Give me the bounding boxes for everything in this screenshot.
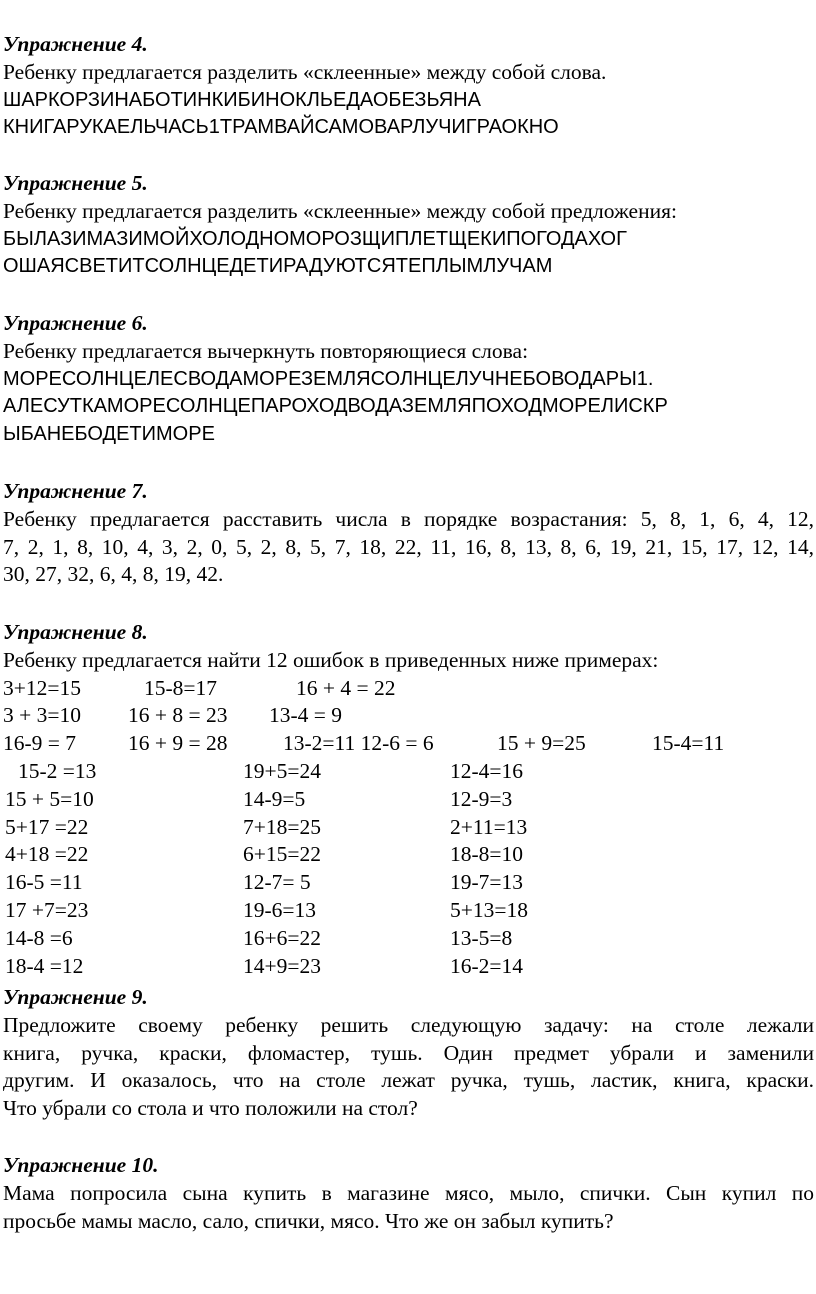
exercise-5-text: Ребенку предлагается разделить «склеенные» между собой предложения: — [3, 198, 677, 223]
example: 15-2 =13 — [18, 758, 97, 783]
exercise-9-line-3: другим. И оказалось, что на столе лежат ручка, тушь, ластик, книга, краски. — [3, 1068, 814, 1093]
example: 2+11=13 — [450, 814, 528, 839]
example: 13-5=8 — [450, 925, 513, 950]
example: 14-9=5 — [243, 786, 306, 811]
example: 15-4=11 — [652, 731, 725, 756]
example: 18-8=10 — [450, 842, 524, 867]
example: 6+15=22 — [243, 842, 322, 867]
exercise-10-line-2: просьбе мамы масло, сало, спички, мясо. Что же он забыл купить? — [3, 1208, 614, 1233]
example: 16 + 4 = 22 — [296, 675, 396, 700]
example: 12-9=3 — [450, 786, 513, 811]
exercise-4-line-1: ШАРКОРЗИНАБОТИНКИБИНОКЛЬЕДАОБЕЗЬЯНА — [3, 88, 481, 111]
exercise-4-title: Упражнение 4. — [3, 32, 148, 56]
example: 4+18 =22 — [5, 842, 89, 867]
example: 14+9=23 — [243, 953, 322, 978]
example-row — [3, 786, 814, 814]
exercise-5 — [3, 170, 814, 281]
example-row — [3, 869, 814, 897]
exercise-6-line-2: АЛЕСУТКАМОРЕСОЛНЦЕПАРОХОДВОДАЗЕМЛЯПОХОДМОРЕЛИСКР — [3, 395, 668, 418]
exercise-5-line-2: ОШАЯСВЕТИТСОЛНЦЕДЕТИРАДУЮТСЯТЕПЛЫМЛУЧАМ — [3, 255, 553, 278]
exercise-4 — [3, 31, 814, 142]
example: 15 + 9=25 — [497, 731, 586, 756]
example: 13-2=11 12-6 = 6 — [283, 731, 434, 756]
exercise-10-title: Упражнение 10. — [3, 1153, 159, 1177]
example-row — [3, 675, 814, 703]
exercise-6-line-3: ЫБАНЕБОДЕТИМОРЕ — [3, 423, 215, 446]
exercise-9 — [3, 984, 814, 1123]
example-row — [3, 730, 814, 758]
example: 3 + 3=10 — [3, 703, 82, 728]
exercise-8-text: Ребенку предлагается найти 12 ошибок в приведенных ниже примерах: — [3, 647, 659, 672]
example-row — [3, 953, 814, 981]
exercise-9-title: Упражнение 9. — [3, 985, 148, 1009]
exercise-7 — [3, 478, 814, 589]
exercise-6-line-1: МОРЕСОЛНЦЕЛЕСВОДАМОРЕЗЕМЛЯСОЛНЦЕЛУЧНЕБОВОДАРЫ1. — [3, 367, 654, 390]
exercise-6-text: Ребенку предлагается вычеркнуть повторяющиеся слова: — [3, 338, 529, 363]
example-row — [3, 702, 814, 730]
exercise-9-line-2: книга, ручка, краски, фломастер, тушь. Один предмет убрали и заменили — [3, 1040, 814, 1065]
exercise-8 — [3, 619, 814, 980]
example: 12-7= 5 — [243, 870, 311, 895]
example: 19-7=13 — [450, 870, 524, 895]
exercise-8-title: Упражнение 8. — [3, 620, 148, 644]
example: 19-6=13 — [243, 897, 317, 922]
exercise-7-line-1: Ребенку предлагается расставить числа в порядке возрастания: 5, 8, 1, 6, 4, 12, — [3, 506, 814, 531]
example: 16-9 = 7 — [3, 731, 77, 756]
example: 16 + 8 = 23 — [128, 703, 228, 728]
exercise-10 — [3, 1152, 814, 1235]
example: 12-4=16 — [450, 758, 524, 783]
exercise-4-text: Ребенку предлагается разделить «склеенные» между собой слова. — [3, 59, 607, 84]
example: 16 + 9 = 28 — [128, 731, 228, 756]
exercise-6 — [3, 310, 814, 449]
exercise-6-title: Упражнение 6. — [3, 311, 148, 335]
example-row — [3, 841, 814, 869]
example: 5+17 =22 — [5, 814, 89, 839]
example: 15-8=17 — [144, 675, 218, 700]
example-row — [3, 814, 814, 842]
exercise-10-line-1: Мама попросила сына купить в магазине мясо, мыло, спички. Сын купил по — [3, 1180, 814, 1205]
exercise-7-line-3: 30, 27, 32, 6, 4, 8, 19, 42. — [3, 562, 224, 587]
example: 3+12=15 — [3, 675, 82, 700]
example: 7+18=25 — [243, 814, 322, 839]
example: 18-4 =12 — [5, 953, 84, 978]
exercise-7-title: Упражнение 7. — [3, 479, 148, 503]
example: 15 + 5=10 — [5, 786, 94, 811]
example: 16-5 =11 — [5, 870, 83, 895]
example-row — [3, 758, 814, 786]
exercise-5-title: Упражнение 5. — [3, 171, 148, 195]
example-row — [3, 897, 814, 925]
example: 5+13=18 — [450, 897, 529, 922]
example-row — [3, 925, 814, 953]
exercise-5-line-1: БЫЛАЗИМАЗИМОЙХОЛОДНОМОРОЗЩИПЛЕТЩЕКИПОГОДАХОГ — [3, 227, 627, 250]
exercise-9-line-1: Предложите своему ребенку решить следующую задачу: на столе лежали — [3, 1012, 814, 1037]
example: 19+5=24 — [243, 758, 322, 783]
example: 13-4 = 9 — [269, 703, 343, 728]
exercise-9-line-4: Что убрали со стола и что положили на стол? — [3, 1096, 418, 1121]
example: 17 +7=23 — [5, 897, 89, 922]
example: 16+6=22 — [243, 925, 322, 950]
exercise-4-line-2: КНИГАРУКАЕЛЬЧАСЬ1ТРАМВАЙСАМОВАРЛУЧИГРАОКНО — [3, 116, 559, 139]
example: 14-8 =6 — [5, 925, 73, 950]
example: 16-2=14 — [450, 953, 524, 978]
exercise-7-line-2: 7, 2, 1, 8, 10, 4, 3, 2, 0, 5, 2, 8, 5, 7, 18, 22, 11, 16, 8, 13, 8, 6, 19, 21, 15, 17, 12, 14, — [3, 534, 814, 559]
